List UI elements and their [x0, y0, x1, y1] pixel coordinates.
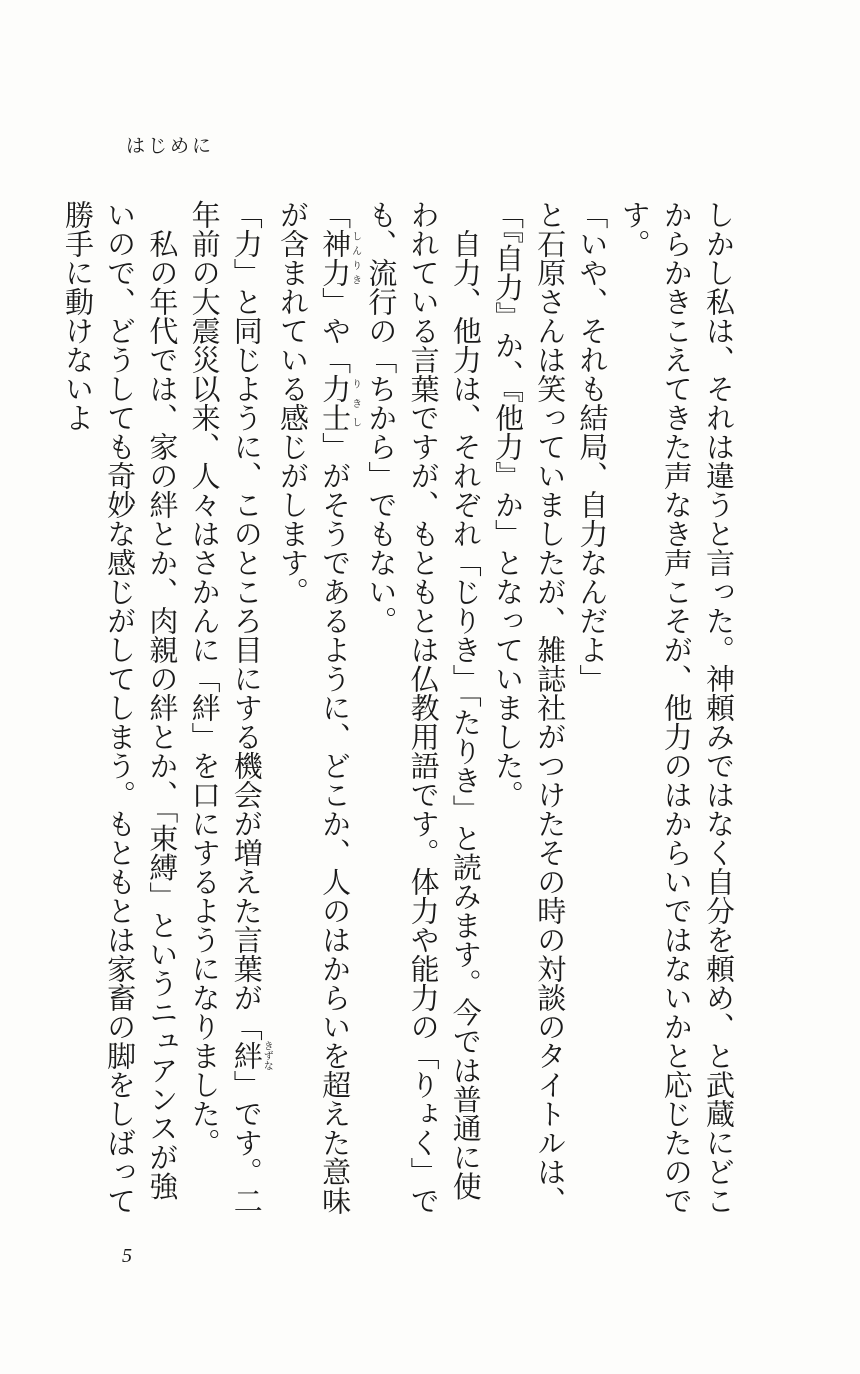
body-text: [60, 200, 740, 1225]
text-run: 「: [318, 200, 353, 229]
paragraph: [57, 200, 184, 1225]
paragraph: [487, 200, 571, 1225]
ruby-reading: しんりき: [349, 229, 361, 287]
text-run: と石原さんは笑っていましたが、雑誌社がつけたその時の対談のタイトルは、「『自力』か、『他力』か」となっていました。: [490, 200, 568, 1215]
text-run: 」がそうであるように、どこか、人のはからいを超えた意味が含まれている感じがします。: [275, 200, 353, 1215]
text-run: 」です。二年前の大震災以来、人々はさかんに「絆」を口にするようになりました。: [187, 200, 264, 1215]
text-run: 「いや、それも結局、自力なんだよ」: [575, 200, 610, 693]
page-number: 5: [122, 1245, 132, 1267]
ruby-word: [229, 1040, 273, 1071]
text-run: 私の年代では、家の絆とか、肉親の絆とか、「束縛」というニュアンスが強いので、どうしても奇妙な感じがしてしまう。もともとは家畜の脚をしばって勝手に動けないよ: [60, 200, 180, 1215]
text-run: 自力、他力は、それぞれ「じりき」「たりき」と読みます。今では普通に使われている言葉ですが、もともとは仏教用語です。体力や能力の「りょく」でも、流行の「ちから」でもない。: [364, 200, 483, 1215]
paragraph: [571, 200, 613, 1225]
chapter-header: はじめに: [126, 135, 215, 157]
ruby-word: [318, 229, 361, 287]
ruby-word: [318, 374, 361, 432]
paragraph: [613, 200, 740, 1225]
ruby-base: 絆: [229, 1040, 264, 1071]
text-run: しかし私は、それは違うと言った。神頼みではなく自分を頼め、と武蔵にどこからかきこえてきた声なき声こそが、他力のはからいではないかと応じたのです。: [617, 200, 736, 1215]
paragraph: [272, 200, 360, 1225]
paragraph: [360, 200, 487, 1225]
ruby-reading: りきし: [349, 374, 361, 432]
text-run: 「力」と同じように、このところ目にする機会が増えた言葉が「: [229, 200, 264, 1041]
ruby-base: 力士: [318, 374, 353, 432]
ruby-base: 神力: [318, 229, 353, 287]
text-run: 」や「: [318, 287, 353, 374]
ruby-reading: きずな: [261, 1040, 273, 1071]
paragraph: [183, 200, 271, 1225]
